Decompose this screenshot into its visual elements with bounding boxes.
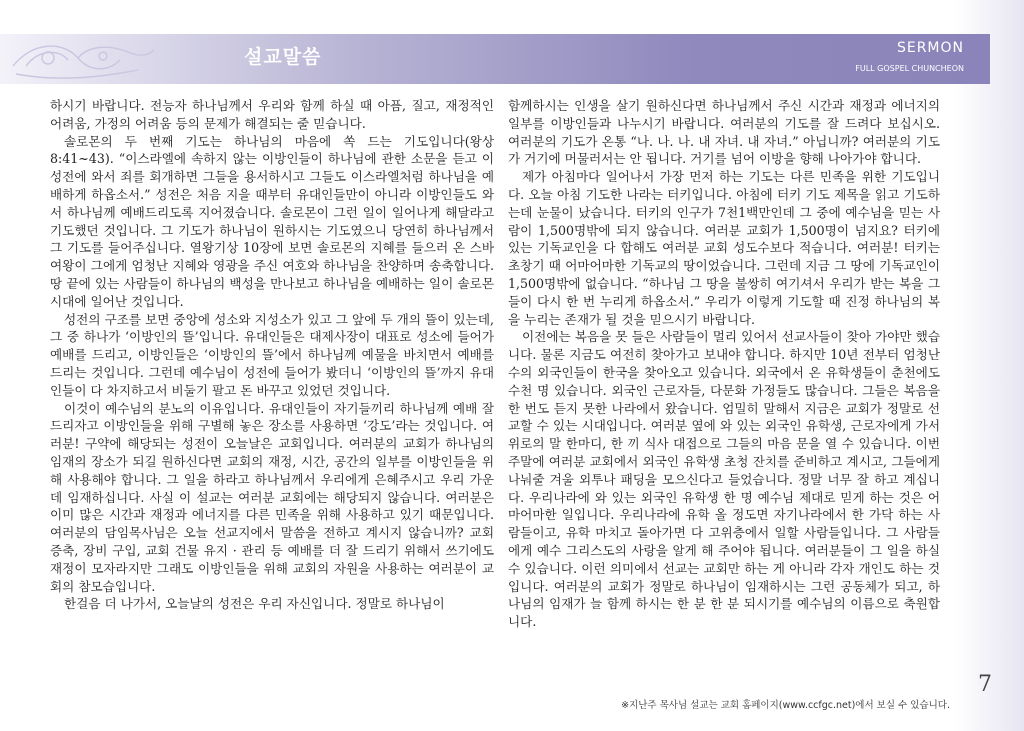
paragraph: 한걸음 더 나가서, 오늘날의 성전은 우리 자신입니다. 정말로 하나님이: [64, 596, 445, 612]
footnote: ※지난주 목사님 설교는 교회 홈페이지(www.ccfgc.net)에서 보실 수 있습니다.: [621, 700, 950, 711]
side-gradient-band: [954, 0, 1024, 731]
page-title: 설교말씀: [244, 46, 322, 68]
paragraph: 하시기 바랍니다. 전능자 하나님께서 우리와 함께 하실 때 아픔, 질고, 재정적인 어려움, 가정의 어려움 등의 문제가 해결되는 줄 믿습니다.: [50, 98, 494, 131]
church-name: FULL GOSPEL CHUNCHEON: [855, 64, 964, 73]
section-label: SERMON: [896, 40, 964, 56]
paragraph: 이것이 예수님의 분노의 이유입니다. 유대인들이 자기들끼리 하나님께 예배 잘 드리자고 이방인들을 위해 구별해 놓은 장소를 사용하면 ‘강도’라는 것입니다. 여러분! 구약에 해당되는 성전이 오늘날은 교회입니다. 여러분의 교회가 하나님의 임재의 장소가 되길 원하신다면 교회의 재정, 시간, 공간의 일부를 이방인들을 위해 사용해야 합니다. 그 일을 하라고 하나님께서 우리에게 은혜주시고 우리 가운데 임재하십니다. 사실 이 설교는 여러분 교회에는 해당되지 않습니다. 여러분은 이미 많은 시간과 재정과 에너지를 다른 민족을 위해 사용하고 있기 때문입니다. 여러분의 담임목사님은 오늘 선교지에서 말씀을 전하고 계시지 않습니까? 교회 증축, 장비 구입, 교회 건물 유지 · 관리 등 예배를 더 잘 드리기 위해서 쓰기에도 재정이 모자라지만 그래도 이방인들을 위해 교회의 자원을 사용하는 여러분이 교회의 참모습입니다.: [50, 400, 494, 594]
paragraph: 솔로몬의 두 번째 기도는 하나님의 마음에 쏙 드는 기도입니다(왕상 8:41~43). “이스라엘에 속하지 않는 이방인들이 하나님에 관한 소문을 듣고 이 성전에 와서 죄를 회개하면 그들을 용서하시고 그들도 이스라엘처럼 하나님을 예배하게 하옵소서.” 성전은 처음 지을 때부터 유대인들만이 아니라 이방인들도 와서 하나님께 예배드리도록 지어졌습니다. 솔로몬이 그런 일이 일어나게 해달라고 기도했던 것입니다. 그 기도가 하나님이 원하시는 기도였으니 당연히 하나님께서 그 기도를 들어주십니다. 열왕기상 10장에 보면 솔로몬의 지혜를 들으러 온 스바 여왕이 그에게 엄청난 지혜와 영광을 주신 여호와 하나님을 찬양하며 송축합니다. 땅 끝에 있는 사람들이 하나님의 백성을 만나보고 하나님을 예배하는 일이 솔로몬 시대에 일어난 것입니다.: [50, 133, 494, 309]
page-number: 7: [978, 672, 992, 697]
paragraph: 함께하시는 인생을 살기 원하신다면 하나님께서 주신 시간과 재정과 에너지의 일부를 이방인들과 나누시기 바랍니다. 여러분의 기도를 잘 드려다 보십시오. 여러분의 기도가 온통 “나. 나. 나. 내 자녀. 내 자녀.” 아닙니까? 여러분의 기도가 거기에 머물러서는 안 됩니다. 거기를 넘어 이방을 향해 나아가야 합니다.: [508, 98, 940, 167]
paragraph: 성전의 구조를 보면 중앙에 성소와 지성소가 있고 그 앞에 두 개의 뜰이 있는데, 그 중 하나가 ‘이방인의 뜰’입니다. 유대인들은 대제사장이 대표로 성소에 들어가 예배를 드리고, 이방인들은 ‘이방인의 뜰’에서 하나님께 예물을 바치면서 예배를 드리는 것입니다. 그런데 예수님이 성전에 들어가 봤더니 ‘이방인의 뜰’까지 유대인들이 다 차지하고서 비둘기 팔고 돈 바꾸고 있었던 것입니다.: [50, 311, 494, 398]
paragraph: 제가 아침마다 일어나서 가장 먼저 하는 기도는 다른 민족을 위한 기도입니다. 오늘 아침 기도한 나라는 터키입니다. 아침에 터키 기도 제목을 읽고 기도하는데 눈물이 났습니다. 터키의 인구가 7천1백만인데 그 중에 예수님을 믿는 사람이 1,500명밖에 되지 않습니다. 여러분 교회가 1,500명이 넘지요? 터키에 있는 기독교인을 다 합해도 여러분 교회 성도수보다 적습니다. 여러분! 터키는 초창기 때 어마어마한 기독교의 땅이었습니다. 그런데 지금 그 땅에 기독교인이 1,500명밖에 없습니다. “하나님 그 땅을 불쌍히 여기셔서 우리가 받는 복을 그들이 다시 한 번 누리게 하옵소서.” 우리가 이렇게 기도할 때 진정 하나님의 복을 누리는 존재가 될 것을 믿으시기 바랍니다.: [508, 169, 940, 327]
left-column: [50, 97, 494, 613]
paragraph: 이전에는 복음을 못 들은 사람들이 멀리 있어서 선교사들이 찾아 가야만 했습니다. 물론 지금도 여전히 찾아가고 보내야 합니다. 하지만 10년 전부터 엄청난 수의 외국인들이 한국을 찾아오고 있습니다. 외국에서 온 유학생들이 춘천에도 수천 명 있습니다. 외국인 근로자들, 다문화 가정들도 많습니다. 그들은 복음을 한 번도 듣지 못한 나라에서 왔습니다. 엄밀히 말해서 지금은 교회가 정말로 선교할 수 있는 시대입니다. 여러분 옆에 와 있는 외국인 유학생, 근로자에게 가서 위로의 말 한마디, 한 끼 식사 대접으로 그들의 마음 문을 열 수 있습니다. 이번 주말에 여러분 교회에서 외국인 유학생 초청 잔치를 준비하고 계시고, 그들에게 나눠줄 겨울 외투나 패딩을 모으신다고 들었습니다. 정말 너무 잘 하고 계십니다. 우리나라에 와 있는 외국인 유학생 한 명 예수님 제대로 믿게 하는 것은 어마어마한 일입니다. 우리나라에 유학 올 정도면 자기나라에서 한 가닥 하는 사람들이고, 유학 마치고 돌아가면 다 고위층에서 일할 사람들입니다. 그 사람들에게 예수 그리스도의 사랑을 알게 해 주어야 됩니다. 여러분들이 그 일을 하실 수 있습니다. 이런 의미에서 선교는 교회만 하는 게 아니라 각자 개인도 하는 것입니다. 여러분의 교회가 정말로 하나님이 임재하시는 그런 공동체가 되고, 하나님의 임재가 늘 함께 하시는 한 분 한 분 되시기를 예수님의 이름으로 축원합니다.: [508, 329, 940, 630]
flourish-ornament-icon: [8, 36, 158, 82]
right-column: [508, 97, 940, 631]
